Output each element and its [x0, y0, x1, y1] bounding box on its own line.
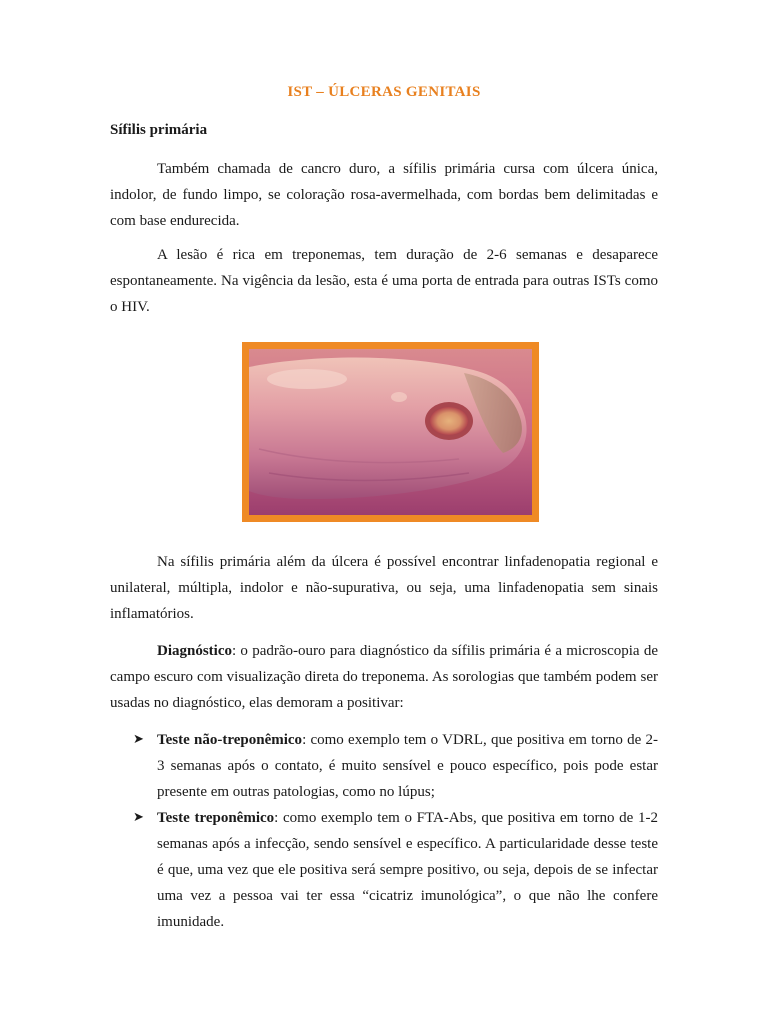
- list-item: [133, 727, 658, 805]
- test-list: [133, 727, 658, 935]
- paragraph-diagnostico: [110, 638, 658, 716]
- list-item-label: Teste treponêmico: [157, 810, 275, 826]
- paragraph-1: Também chamada de cancro duro, a sífilis primária cursa com úlcera única, indolor, de fundo limpo, se coloração rosa-avermelhada, com bordas bem delimitadas e com base endurecida.: [110, 161, 658, 229]
- arrowhead-bullet-icon: ➤: [133, 810, 144, 825]
- diagnostico-label: Diagnóstico: [157, 643, 232, 659]
- list-item-text: : como exemplo tem o FTA-Abs, que positiva em torno de 1-2 semanas após a infecção, sendo sensível e específico. A particularidade desse teste é que, uma vez que ele positiva será sempre positivo, ou seja, depois de se infectar uma vez a pessoa vai ter essa “cicatriz imunológica”, o que não lhe confere imunidade.: [157, 810, 659, 930]
- list-item-text: : como exemplo tem o VDRL, que positiva em torno de 2-3 semanas após o contato, é muito sensível e pouco específico, pois pode estar presente em outras patologias, como no lúpus;: [157, 732, 658, 800]
- arrowhead-bullet-icon: ➤: [133, 732, 144, 747]
- diagnostico-text: : o padrão-ouro para diagnóstico da sífilis primária é a microscopia de campo escuro com visualização direta do treponema. As sorologias que também podem ser usadas no diagnóstico, elas demoram a positivar:: [110, 643, 658, 711]
- section-heading: Sífilis primária: [110, 122, 208, 138]
- list-item: [133, 805, 658, 935]
- lesion-photo-illustration: [249, 349, 532, 515]
- paragraph-3: Na sífilis primária além da úlcera é possível encontrar linfadenopatia regional e unilateral, múltipla, indolor e não-supurativa, ou seja, uma linfadenopatia sem sinais inflamatórios.: [110, 554, 658, 622]
- lesion-photo: [242, 342, 539, 522]
- list-item-label: Teste não-treponêmico: [157, 732, 303, 748]
- paragraph-2: A lesão é rica em treponemas, tem duração de 2-6 semanas e desaparece espontaneamente. Na vigência da lesão, esta é uma porta de entrada para outras ISTs como o HIV.: [110, 247, 658, 315]
- page-title: IST – ÚLCERAS GENITAIS: [287, 84, 481, 100]
